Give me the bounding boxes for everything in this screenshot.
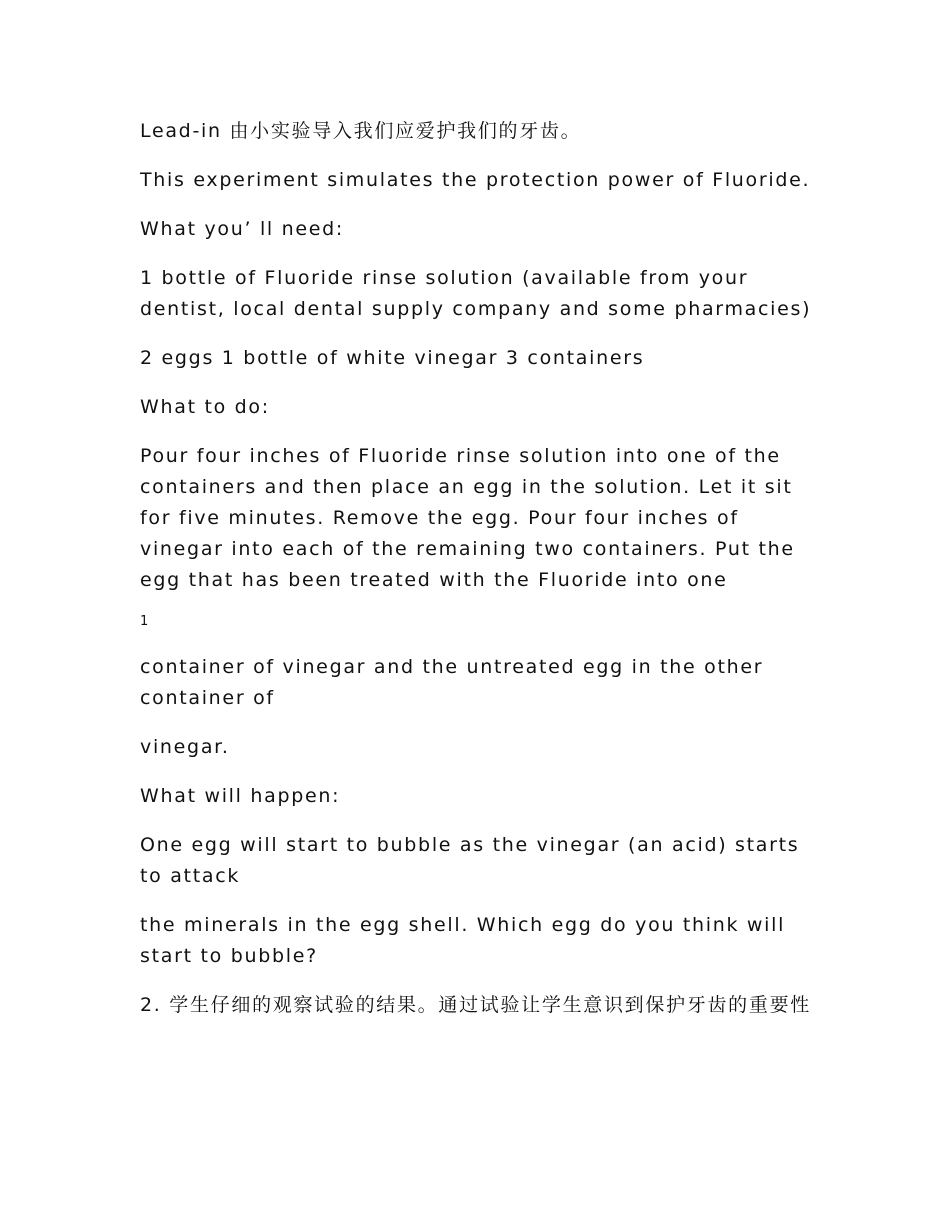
paragraph-experiment-intro: This experiment simulates the protection power of Fluoride. [140,169,811,191]
heading-what-youll-need: What you’ ll need: [140,218,345,240]
page-number: 1 [140,614,149,629]
heading-what-to-do: What to do: [140,396,270,418]
paragraph-step-2: 2. 学生仔细的观察试验的结果。通过试验让学生意识到保护牙齿的重要性 [140,994,811,1016]
paragraph-lead-in: Lead-in 由小实验导入我们应爱护我们的牙齿。 [140,120,582,142]
paragraph-vinegar: vinegar. [140,736,230,758]
paragraph-materials-rinse: 1 bottle of Fluoride rinse solution (available from your dentist, local dental supply company and some pharmacies) [140,267,812,320]
heading-what-will-happen: What will happen: [140,785,341,807]
paragraph-materials-list: 2 eggs 1 bottle of white vinegar 3 containers [140,347,645,369]
paragraph-result-2: the minerals in the egg shell. Which egg do you think will start to bubble? [140,914,786,967]
document-body [140,116,820,1039]
paragraph-instructions: Pour four inches of Fluoride rinse solution into one of the containers and then place an egg in the solution. Let it sit for five minutes. Remove the egg. Pour four inches of vinegar into each of the remaining two containers. Put the egg that has been treated with the Fluoride into one [140,445,795,591]
paragraph-instructions-continued: container of vinegar and the untreated egg in the other container of [140,656,764,709]
paragraph-result-1: One egg will start to bubble as the vinegar (an acid) starts to attack [140,834,800,887]
